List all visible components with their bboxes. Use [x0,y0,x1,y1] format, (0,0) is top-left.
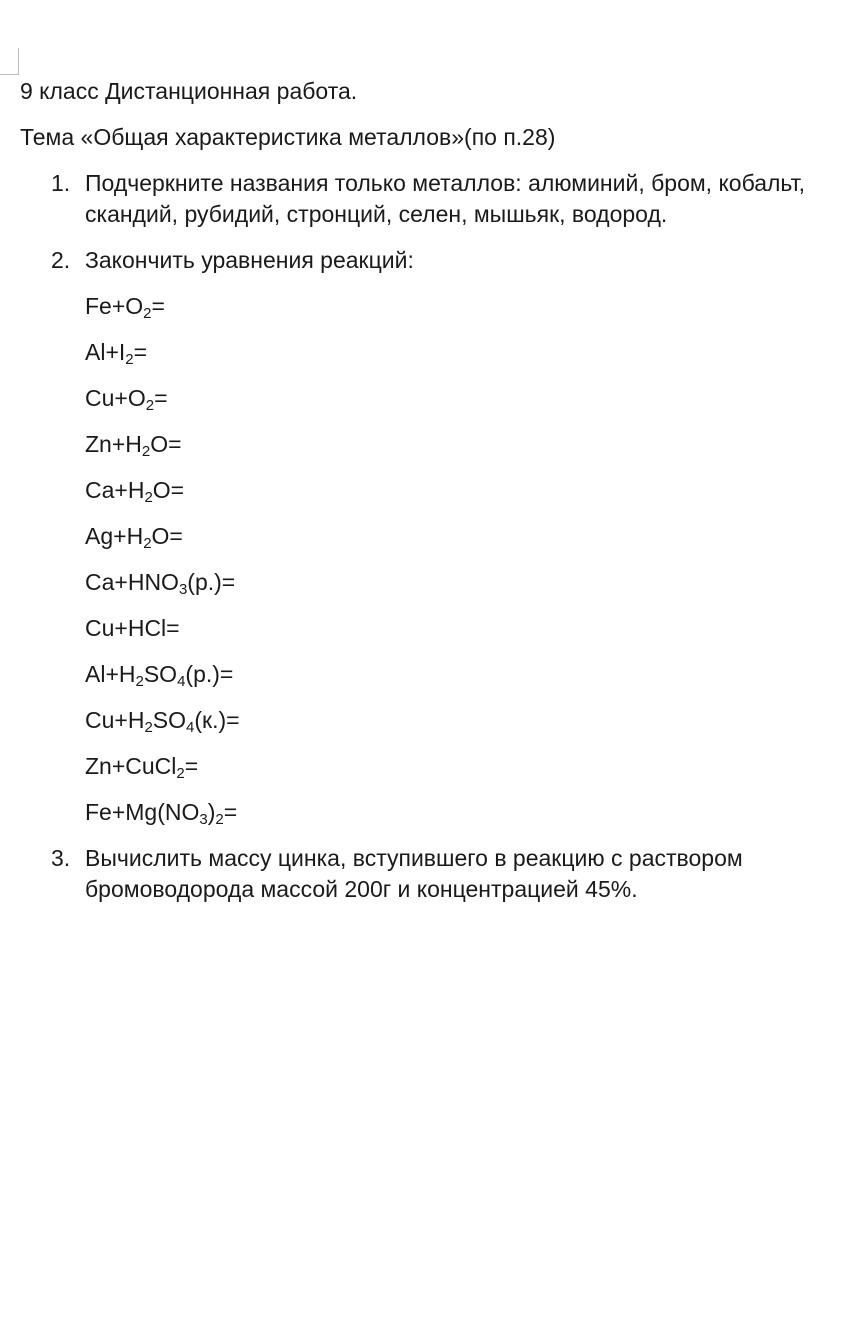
subscript: 2 [141,443,151,460]
equation-text: = [184,753,199,779]
equation-list [20,291,850,828]
task-number: 3. [51,845,71,871]
equation-line [85,751,850,782]
subscript: 2 [135,673,144,690]
subscript: 2 [215,811,224,828]
equation-text: Zn+CuCl [85,753,177,779]
subscript: 3 [178,581,188,598]
equation-line [85,429,850,460]
equation-line [85,291,850,322]
subscript: 4 [186,719,195,736]
document-body [20,76,850,920]
subscript: 2 [145,397,155,414]
equation-text: Ca+H [85,477,145,503]
task-3 [20,843,850,905]
equation-text: = [223,799,238,825]
equation-text: SO [152,707,187,733]
equation-text: (к.)= [194,707,240,733]
equation-text: = [133,339,148,365]
task-1 [20,168,850,230]
subscript: 4 [177,673,186,690]
equation-line [85,613,850,644]
page-corner-mark [0,48,19,75]
task-number: 2. [51,247,71,273]
equation-text: (р.)= [187,569,236,595]
equation-text: O= [151,523,183,549]
equation-line [85,797,850,828]
equation-text: Al+H [85,661,136,687]
subscript: 2 [143,535,152,552]
equation-text: Fe+Mg(NO [85,799,200,825]
equation-text: Fe+O [85,293,144,319]
task-2 [20,245,850,276]
subscript: 2 [144,719,153,736]
equation-text: Cu+O [85,385,146,411]
task-number: 1. [51,170,71,196]
equation-text: Ca+HNO [85,569,179,595]
equation-text: O= [152,477,185,503]
equation-line [85,337,850,368]
subscript: 2 [143,305,152,322]
equation-line [85,705,850,736]
equation-line [85,521,850,552]
equation-text: Cu+HCl= [85,615,180,641]
topic-line: Тема «Общая характеристика металлов»(по п.28) [20,124,556,150]
task-text: Вычислить массу цинка, вступившего в реакцию с раствором бромоводорода массой 200г и концентрацией 45%. [85,845,743,902]
task-text: Закончить уравнения реакций: [85,247,414,273]
equation-text: SO [143,661,178,687]
equation-text: = [154,385,168,411]
subscript: 3 [199,811,208,828]
equation-text: ) [207,799,216,825]
equation-text: O= [150,431,182,457]
class-line: 9 класс Дистанционная работа. [20,78,358,104]
task-text: Подчеркните названия только металлов: алюминий, бром, кобальт, скандий, рубидий, стронций, селен, мышьяк, водород. [85,170,805,227]
equation-text: Zn+H [85,431,142,457]
subscript: 2 [176,765,185,782]
equation-text: Cu+H [85,707,145,733]
equation-line [85,383,850,414]
equation-line [85,567,850,598]
subscript: 2 [144,489,153,506]
equation-text: (р.)= [185,661,234,687]
equation-text: = [151,293,165,319]
subscript: 2 [125,351,134,368]
equation-text: Ag+H [85,523,144,549]
equation-text: Al+I [85,339,126,365]
equation-line [85,659,850,690]
equation-line [85,475,850,506]
